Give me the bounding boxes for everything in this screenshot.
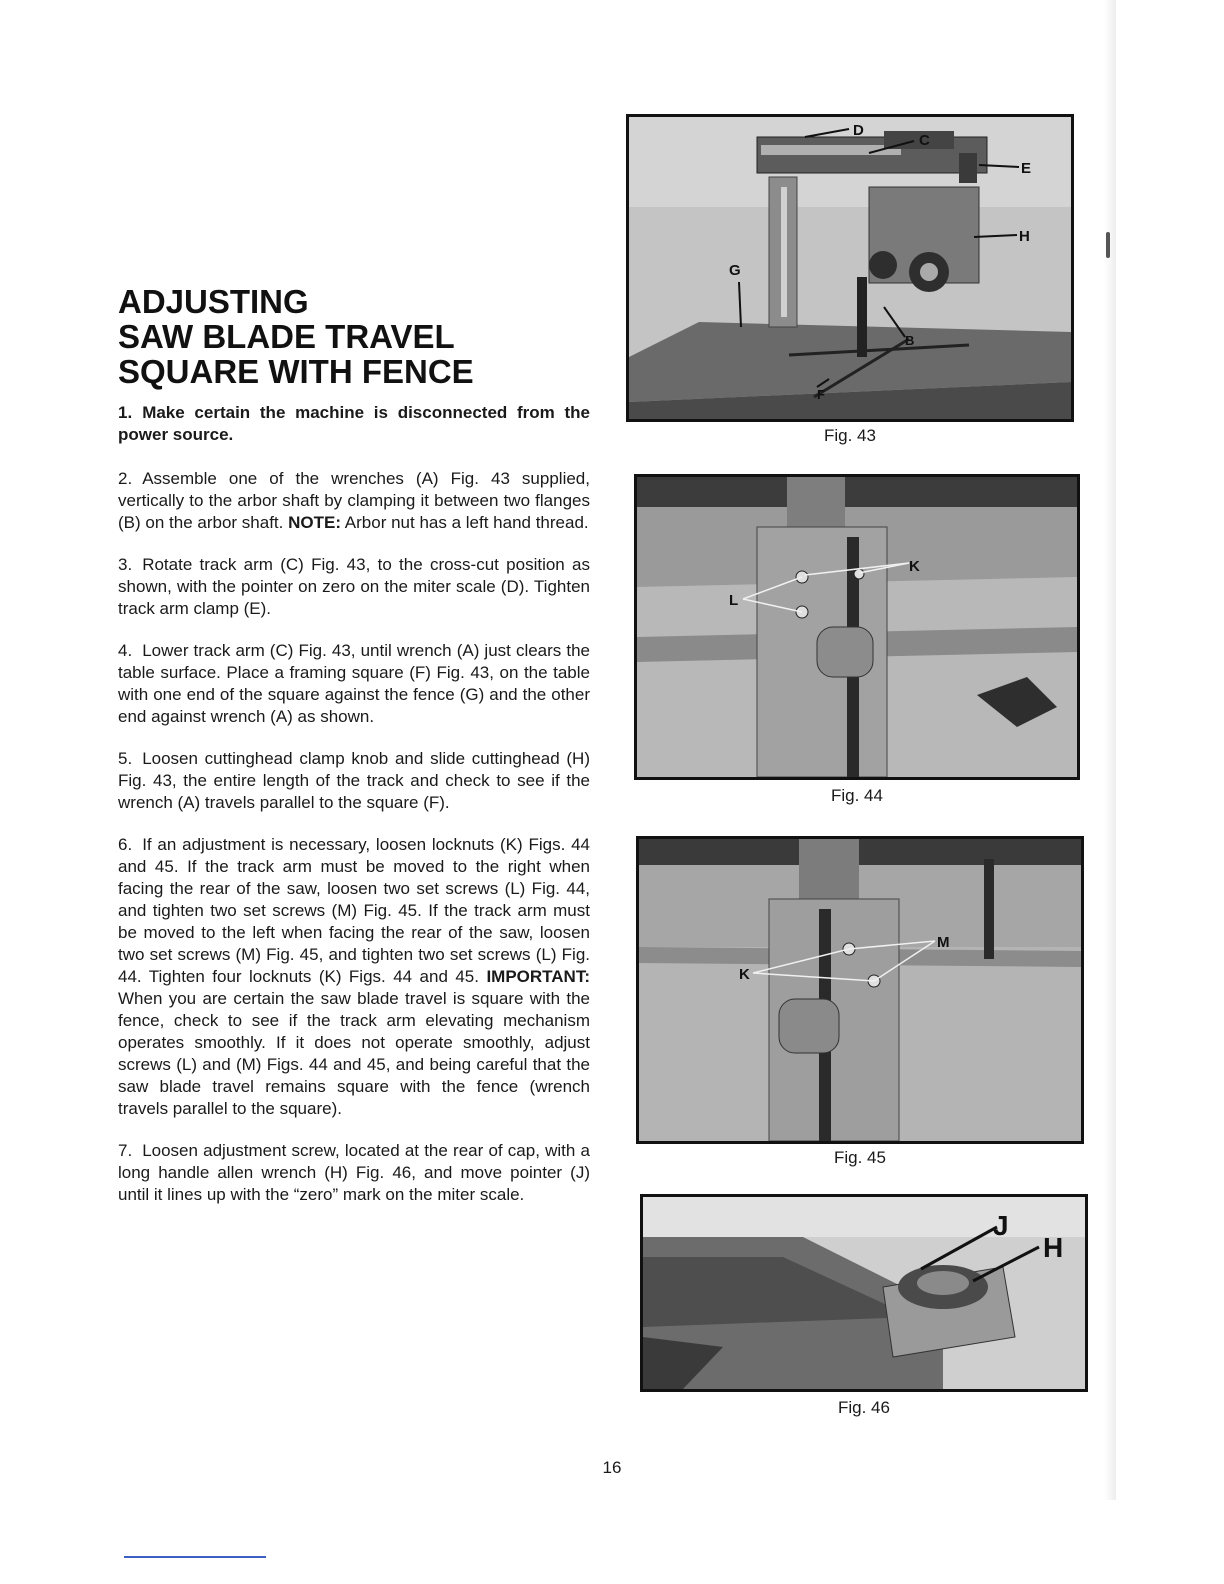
- scan-edge-mark: [1106, 232, 1110, 258]
- figure-caption: Fig. 46: [838, 1398, 890, 1417]
- heading-line: ADJUSTING: [118, 283, 309, 320]
- instruction-steps: [118, 402, 590, 1226]
- figure-43: [626, 114, 1074, 445]
- heading-line: SAW BLADE TRAVEL: [118, 318, 455, 355]
- figure-44-photo: [634, 474, 1080, 780]
- step-text: Loosen adjustment screw, located at the rear of cap, with a long handle allen wrench (H) Fig. 46, and move pointer (J) until it lines up with the “zero” mark on the miter scale.: [118, 1141, 590, 1204]
- figure-label: G: [729, 262, 741, 279]
- figure-43-photo: [626, 114, 1074, 422]
- figure-label: F: [817, 387, 825, 402]
- figure-label: J: [993, 1210, 1009, 1241]
- radial-arm-saw-illustration: [629, 117, 1071, 419]
- step-number: 5.: [118, 749, 133, 768]
- figure-label: C: [919, 132, 930, 149]
- step-text: If an adjustment is necessary, loosen locknuts (K) Figs. 44 and 45. If the track arm must be moved to the right when facing the rear of the saw, loosen two set screws (L) Fig. 44, and tighten two set screws (M) Fig. 45. If the track arm must be moved to the left when facing the rear of the saw, loosen two set screws (M) Fig. 45, and tighten two set screws (L) Fig. 44. Tighten four locknuts (K) Figs. 44 and 45.: [118, 835, 590, 986]
- step-number: 6.: [118, 835, 133, 854]
- miter-scale-cap-illustration: [643, 1197, 1085, 1389]
- page-number: 16: [602, 1458, 622, 1477]
- figure-caption: Fig. 45: [834, 1148, 886, 1167]
- page-edge-shadow: [1104, 0, 1116, 1500]
- figure-label: K: [739, 966, 750, 983]
- step-number: 2.: [118, 469, 133, 488]
- figure-label: D: [853, 122, 864, 139]
- step-2: [118, 468, 590, 534]
- figure-caption: Fig. 44: [831, 786, 883, 805]
- figure-45-photo: [636, 836, 1084, 1144]
- step-1: [118, 402, 590, 446]
- figure-46: [640, 1194, 1088, 1417]
- figure-label: L: [729, 592, 739, 609]
- figure-45: [636, 836, 1084, 1167]
- step-number: 3.: [118, 555, 133, 574]
- step-text: Lower track arm (C) Fig. 43, until wrench (A) just clears the table surface. Place a framing square (F) Fig. 43, on the table with one end of the square against the fence (G) and the other end against wrench (A) as shown.: [118, 641, 590, 726]
- step-3: [118, 554, 590, 620]
- step-6: [118, 834, 590, 1120]
- figure-46-photo: [640, 1194, 1088, 1392]
- figure-label: H: [1043, 1232, 1064, 1263]
- step-text: Assemble one of the wrenches (A) Fig. 43 supplied, vertically to the arbor shaft by clamping it between two flanges (B) on the arbor shaft.: [118, 469, 590, 532]
- step-4: [118, 640, 590, 728]
- bottom-rule: [124, 1556, 266, 1558]
- figure-label: E: [1021, 160, 1032, 177]
- step-5: [118, 748, 590, 814]
- figure-label: H: [1019, 228, 1030, 245]
- step-number: 7.: [118, 1141, 133, 1160]
- note-label: NOTE:: [288, 513, 341, 532]
- column-setscrew-illustration: [639, 839, 1081, 1141]
- step-7: [118, 1140, 590, 1206]
- step-text: Loosen cuttinghead clamp knob and slide cuttinghead (H) Fig. 43, the entire length of the track and check to see if the wrench (A) travels parallel to the square (F).: [118, 749, 590, 812]
- figure-label: M: [937, 934, 950, 951]
- important-label: IMPORTANT:: [486, 967, 590, 986]
- step-number: 4.: [118, 641, 133, 660]
- column-locknut-illustration: [637, 477, 1077, 777]
- figure-label: K: [909, 558, 920, 575]
- figure-label: B: [905, 333, 915, 348]
- step-text: Rotate track arm (C) Fig. 43, to the cross-cut position as shown, with the pointer on zero on the miter scale (D). Tighten track arm clamp (E).: [118, 555, 590, 618]
- step-text: Make certain the machine is disconnected from the power source.: [118, 403, 590, 444]
- figure-caption: Fig. 43: [824, 426, 876, 445]
- section-heading: [118, 284, 588, 389]
- step-number: 1.: [118, 403, 133, 422]
- figure-44: [634, 474, 1080, 805]
- heading-line: SQUARE WITH FENCE: [118, 353, 474, 390]
- step-text: When you are certain the saw blade travel is square with the fence, check to see if the track arm elevating mechanism operates smoothly. If it does not operate smoothly, adjust screws (L) and (M) Figs. 44 and 45, and being careful that the saw blade travel remains square with the fence (wrench travels parallel to the square).: [118, 989, 590, 1118]
- step-text: Arbor nut has a left hand thread.: [344, 513, 589, 532]
